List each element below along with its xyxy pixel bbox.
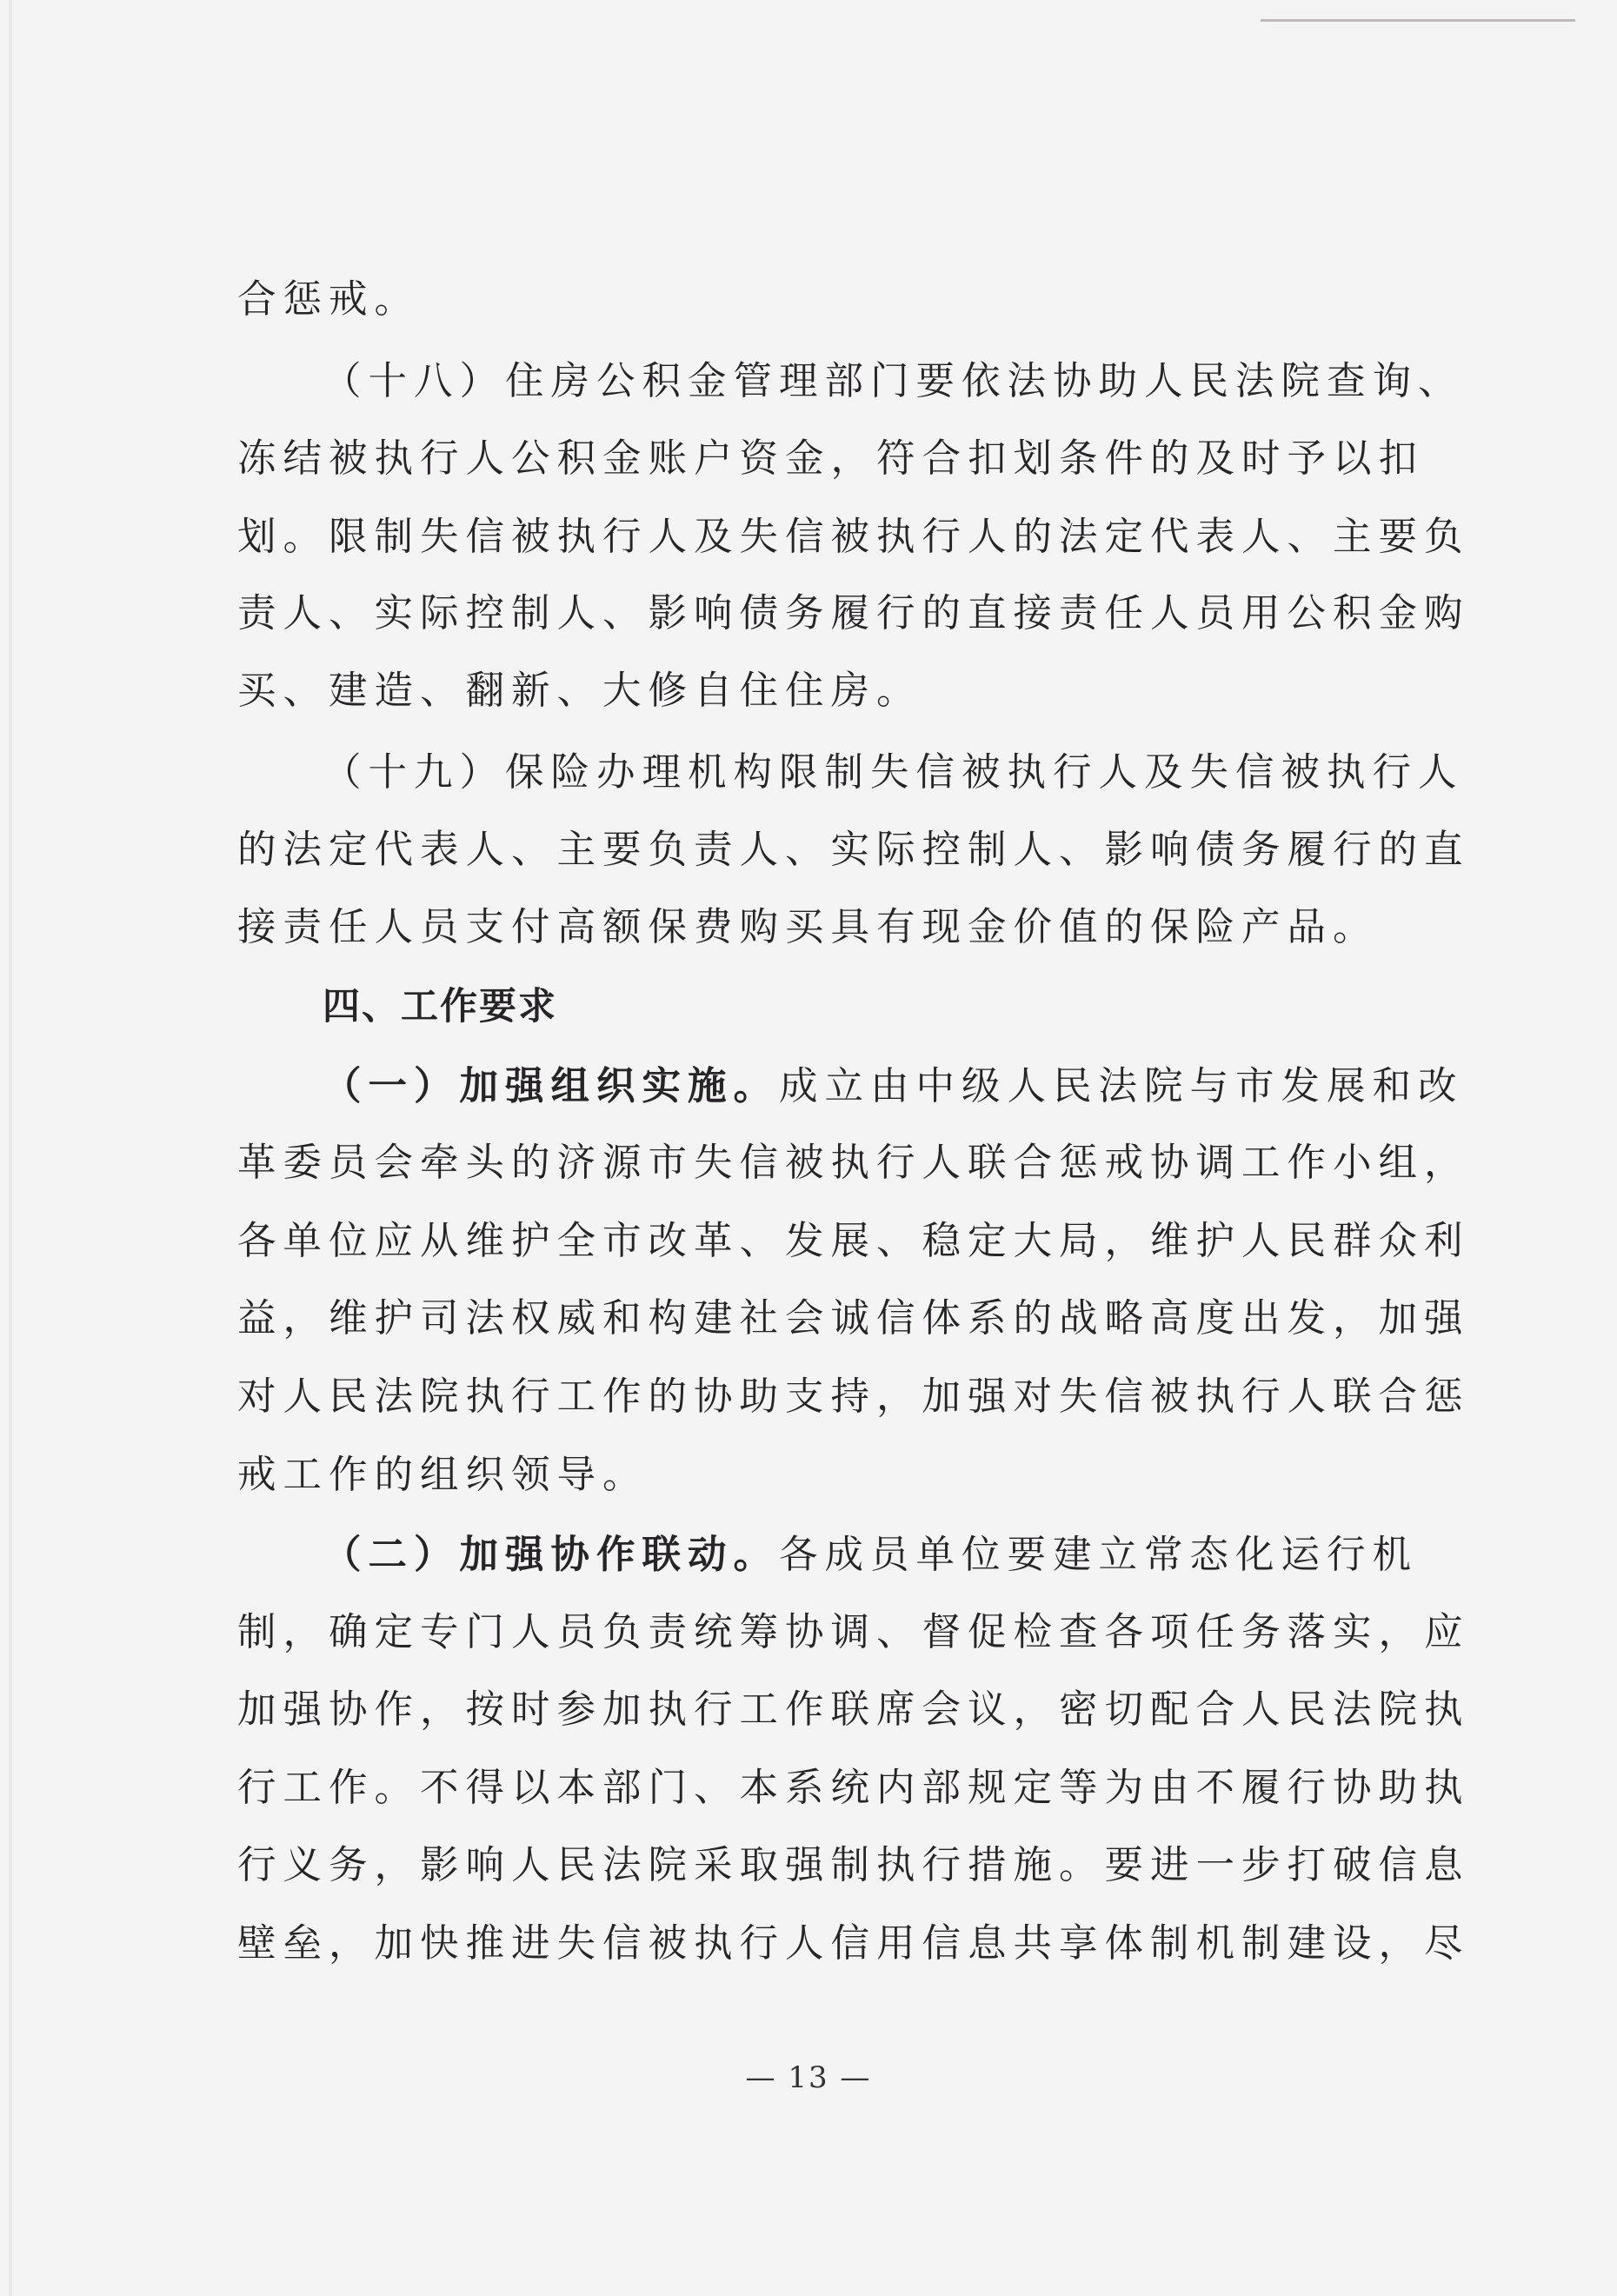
paragraph-2-start <box>323 1527 1419 1582</box>
text-run: 各成员单位要建立常态化运行机 <box>779 1533 1419 1577</box>
text-line: 加强协作，按时参加执行工作联席会议，密切配合人民法院执 <box>237 1687 1470 1732</box>
page-number: — 13 — <box>745 2060 872 2095</box>
text-line: 制，确定专门人员负责统筹协调、督促检查各项任务落实，应 <box>237 1610 1470 1654</box>
text-run: 成立由中级人民法院与市发展和改 <box>779 1064 1464 1108</box>
section-heading: 四、工作要求 <box>323 985 557 1028</box>
header-rule <box>1261 19 1575 22</box>
text-line: 行工作。不得以本部门、本系统内部规定等为由不履行协助执 <box>237 1766 1470 1810</box>
text-line: 壁垒，加快推进失信被执行人信用信息共享体制机制建设，尽 <box>237 1921 1470 1966</box>
text-line: 各单位应从维护全市改革、发展、稳定大局，维护人民群众利 <box>237 1219 1470 1263</box>
paragraph-1-start <box>323 1058 1464 1114</box>
text-line: 合惩戒。 <box>237 277 421 322</box>
bold-lead-2: （二）加强协作联动。 <box>323 1532 780 1577</box>
paragraph-18-start: （十八）住房公积金管理部门要依法协助人民法院查询、 <box>323 359 1464 403</box>
text-line: 接责任人员支付高额保费购买具有现金价值的保险产品。 <box>237 905 1379 949</box>
text-line: 责人、实际控制人、影响债务履行的直接责任人员用公积金购 <box>237 591 1470 636</box>
text-line: 行义务，影响人民法院采取强制执行措施。要进一步打破信息 <box>237 1843 1470 1887</box>
text-line: 的法定代表人、主要负责人、实际控制人、影响债务履行的直 <box>237 828 1470 872</box>
text-line: 冻结被执行人公积金账户资金，符合扣划条件的及时予以扣 <box>237 436 1425 481</box>
text-line: 划。限制失信被执行人及失信被执行人的法定代表人、主要负 <box>237 515 1470 559</box>
text-line: 益，维护司法权威和构建社会诚信体系的战略高度出发，加强 <box>237 1296 1470 1341</box>
text-line: 革委员会牵头的济源市失信被执行人联合惩戒协调工作小组， <box>237 1141 1470 1185</box>
text-line: 戒工作的组织领导。 <box>237 1453 649 1497</box>
text-line: 对人民法院执行工作的协助支持，加强对失信被执行人联合惩 <box>237 1374 1470 1419</box>
text-line: 买、建造、翻新、大修自住住房。 <box>237 669 922 713</box>
paragraph-19-start: （十九）保险办理机构限制失信被执行人及失信被执行人 <box>323 750 1464 795</box>
bold-lead-1: （一）加强组织实施。 <box>323 1063 780 1108</box>
scan-edge <box>9 0 12 2296</box>
